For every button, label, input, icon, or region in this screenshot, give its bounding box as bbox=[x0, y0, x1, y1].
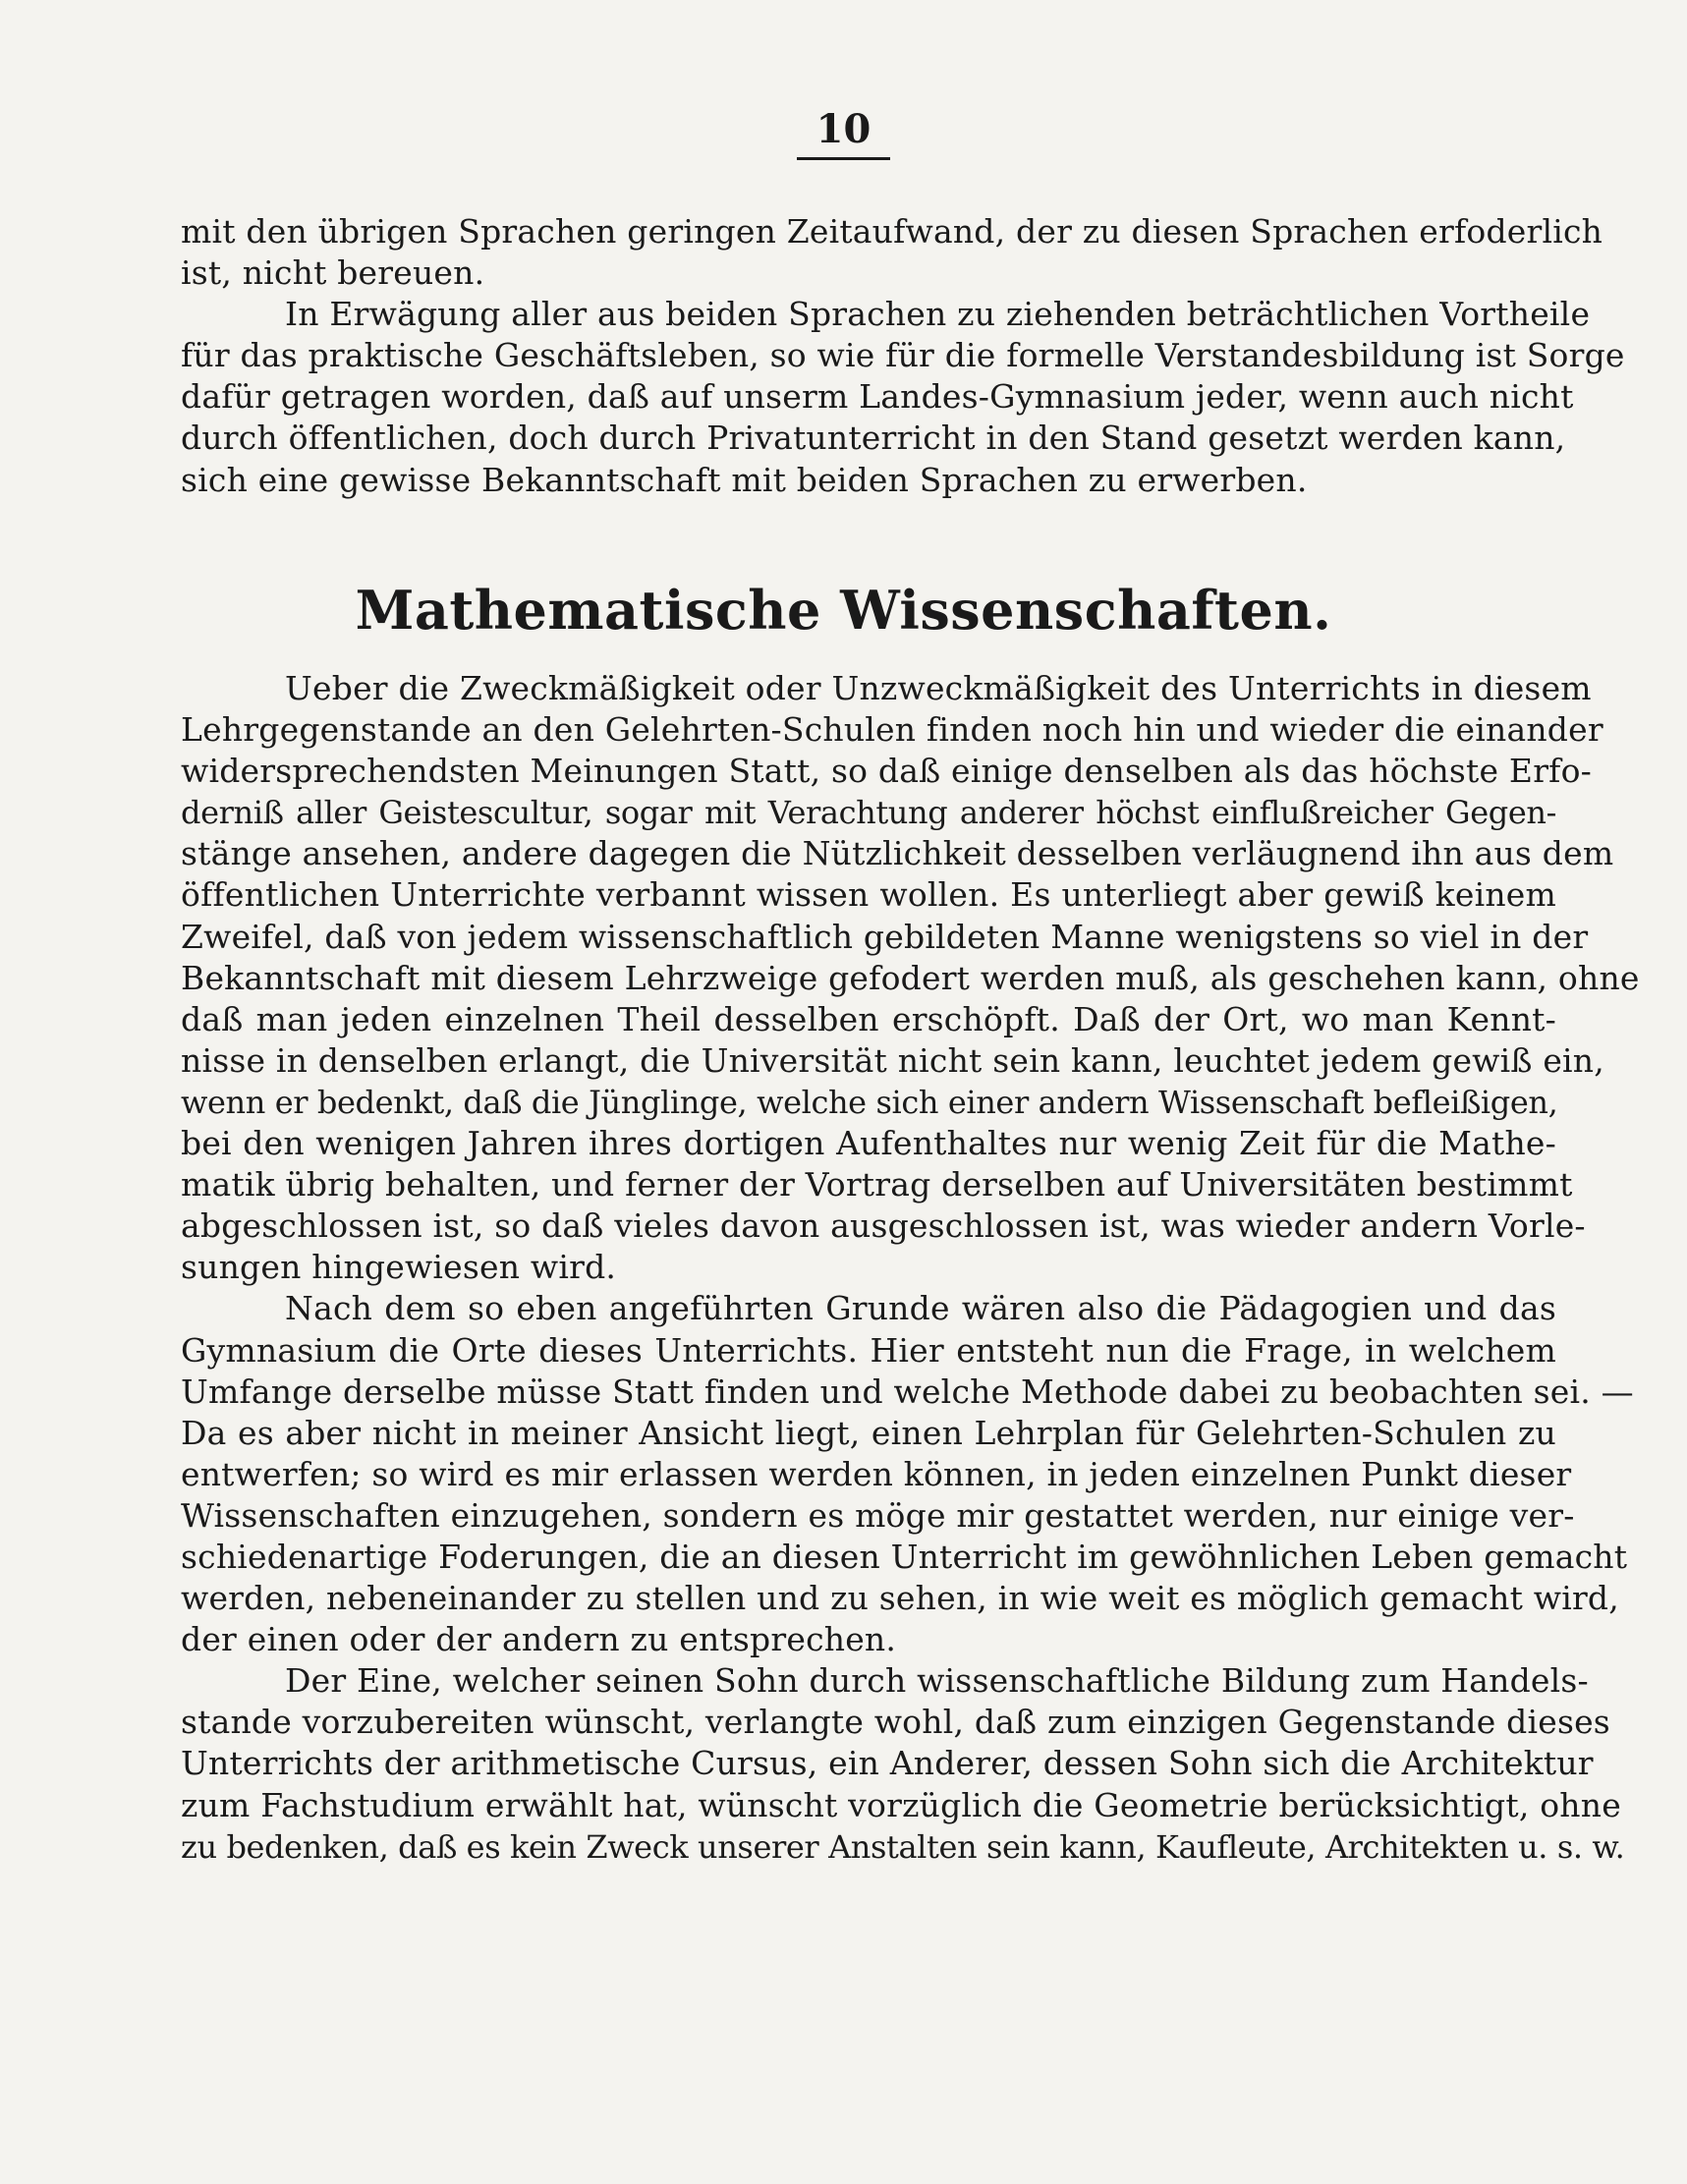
text-line: Unterrichts der arithmetische Cursus, ein Anderer, dessen Sohn sich die Architektur bbox=[181, 1744, 1594, 1783]
text-line: mit den übrigen Sprachen geringen Zeitaufwand, der zu diesen Sprachen erfoderlich bbox=[181, 212, 1603, 251]
text-line: werden, nebeneinander zu stellen und zu sehen, in wie weit es möglich gemacht wird, bbox=[181, 1579, 1619, 1618]
text-line: derniß aller Geistescultur, sogar mit Verachtung anderer höchst einflußreicher Gegen- bbox=[181, 794, 1556, 832]
text-line: sungen hingewiesen wird. bbox=[181, 1248, 617, 1287]
text-line: Nach dem so eben angeführten Grunde wären also die Pädagogien und das bbox=[285, 1289, 1556, 1328]
text-line: stande vorzubereiten wünscht, verlangte wohl, daß zum einzigen Gegenstande dieses bbox=[181, 1703, 1610, 1742]
text-line: der einen oder der andern zu entsprechen. bbox=[181, 1620, 897, 1659]
text-line: matik übrig behalten, und ferner der Vortrag derselben auf Universitäten bestimmt bbox=[181, 1165, 1573, 1204]
text-line: Zweifel, daß von jedem wissenschaftlich gebildeten Manne wenigstens so viel in der bbox=[181, 917, 1589, 956]
text-line: Bekanntschaft mit diesem Lehrzweige gefodert werden muß, als geschehen kann, ohne bbox=[181, 958, 1640, 997]
text-line: schiedenartige Foderungen, die an diesen Unterricht im gewöhnlichen Leben gemacht bbox=[181, 1537, 1628, 1576]
text-line: wenn er bedenkt, daß die Jünglinge, welche sich einer andern Wissenschaft befleißigen, bbox=[181, 1083, 1558, 1121]
text-line: für das praktische Geschäftsleben, so wie für die formelle Verstandesbildung ist Sorge bbox=[181, 336, 1625, 375]
text-line: Wissenschaften einzugehen, sondern es möge mir gestattet werden, nur einige ver- bbox=[181, 1495, 1575, 1535]
text-line: zu bedenken, daß es kein Zweck unserer Anstalten sein kann, Kaufleute, Architekten u. s. w. bbox=[181, 1827, 1625, 1866]
text-line: Der Eine, welcher seinen Sohn durch wissenschaftliche Bildung zum Handels- bbox=[285, 1661, 1589, 1701]
text-line: nisse in denselben erlangt, die Universität nicht sein kann, leuchtet jedem gewiß ein, bbox=[181, 1040, 1604, 1080]
text-line: Umfange derselbe müsse Statt finden und welche Methode dabei zu beobachten sei. — bbox=[181, 1372, 1634, 1411]
text-line: dafür getragen worden, daß auf unserm Landes-Gymnasium jeder, wenn auch nicht bbox=[181, 377, 1574, 417]
text-line: durch öffentlichen, doch durch Privatunterricht in den Stand gesetzt werden kann, bbox=[181, 419, 1566, 458]
body-paragraphs bbox=[181, 668, 1640, 1868]
text-line: zum Fachstudium erwählt hat, wünscht vorzüglich die Geometrie berücksichtigt, ohne bbox=[181, 1785, 1621, 1824]
text-line: widersprechendsten Meinungen Statt, so daß einige denselben als das höchste Erfo- bbox=[181, 752, 1593, 791]
page-number bbox=[0, 106, 1687, 160]
text-line: abgeschlossen ist, so daß vieles davon ausgeschlossen ist, was wieder andern Vorle- bbox=[181, 1206, 1586, 1246]
text-line: stänge ansehen, andere dagegen die Nützlichkeit desselben verläugnend ihn aus dem bbox=[181, 834, 1614, 873]
text-line: ist, nicht bereuen. bbox=[181, 253, 485, 293]
text-line: entwerfen; so wird es mir erlassen werden können, in jeden einzelnen Punkt dieser bbox=[181, 1454, 1572, 1493]
text-line: In Erwägung aller aus beiden Sprachen zu ziehenden beträchtlichen Vortheile bbox=[285, 295, 1591, 334]
page-number-text: 10 bbox=[797, 106, 891, 160]
text-line: daß man jeden einzelnen Theil desselben erschöpft. Daß der Ort, wo man Kennt- bbox=[181, 999, 1556, 1038]
text-line: sich eine gewisse Bekanntschaft mit beiden Sprachen zu erwerben. bbox=[181, 460, 1308, 499]
intro-paragraphs bbox=[181, 211, 1625, 501]
text-line: öffentlichen Unterrichte verbannt wissen wollen. Es unterliegt aber gewiß keinem bbox=[181, 875, 1556, 915]
text-line: Ueber die Zweckmäßigkeit oder Unzweckmäßigkeit des Unterrichts in diesem bbox=[285, 669, 1592, 707]
text-line: bei den wenigen Jahren ihres dortigen Aufenthaltes nur wenig Zeit für die Mathe- bbox=[181, 1124, 1556, 1163]
text-line: Gymnasium die Orte dieses Unterrichts. Hier entsteht nun die Frage, in welchem bbox=[181, 1330, 1556, 1370]
text-line: Da es aber nicht in meiner Ansicht liegt, einen Lehrplan für Gelehrten-Schulen zu bbox=[181, 1413, 1556, 1452]
section-heading: Mathematische Wissenschaften. bbox=[355, 579, 1332, 642]
text-line: Lehrgegenstande an den Gelehrten-Schulen finden noch hin und wieder die einander bbox=[181, 710, 1603, 750]
